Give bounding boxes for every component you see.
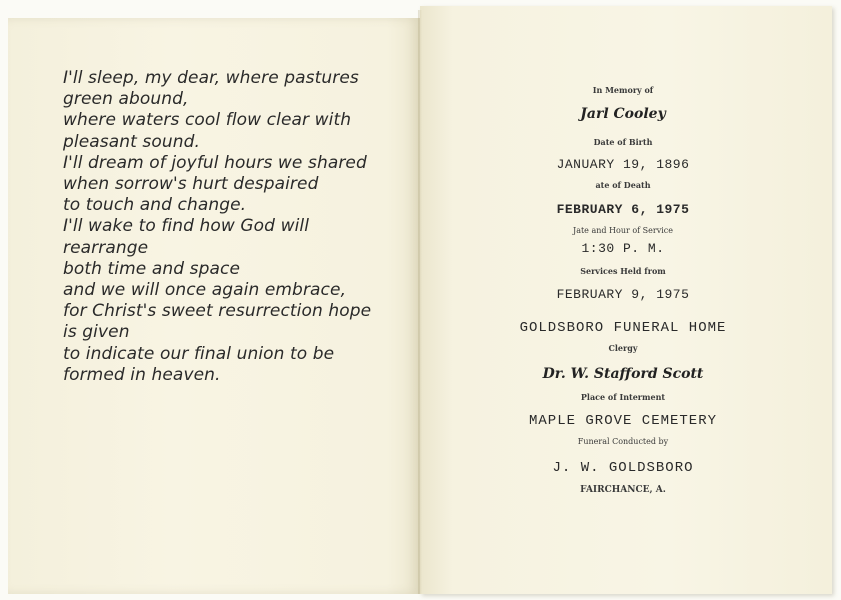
poem xyxy=(63,68,383,386)
dob-label: Date of Birth xyxy=(593,137,653,147)
location: FAIRCHANCE, A. xyxy=(580,485,666,495)
poem-line: to indicate our final union to be xyxy=(63,343,335,364)
poem-line: for Christ's sweet resurrection hope xyxy=(63,301,372,322)
date-of-death: FEBRUARY 6, 1975 xyxy=(556,202,690,217)
poem-line: I'll dream of joyful hours we shared xyxy=(63,152,367,173)
poem-line: where waters cool flow clear with xyxy=(63,110,352,131)
center-fold xyxy=(418,10,422,594)
interment-place: MAPLE GROVE CEMETERY xyxy=(528,413,718,429)
clergy-name: Dr. W. Stafford Scott xyxy=(542,366,704,382)
service-label: Jate and Hour of Service xyxy=(572,226,674,235)
poem-line: to touch and change. xyxy=(63,195,247,216)
clergy-label: Clergy xyxy=(608,343,638,353)
poem-line: I'll sleep, my dear, where pastures xyxy=(63,68,359,88)
poem-line: pleasant sound. xyxy=(63,131,201,152)
funeral-home: GOLDSBORO FUNERAL HOME xyxy=(519,320,727,336)
poem-line: I'll wake to find how God will xyxy=(63,216,310,237)
dod-label: ate of Death xyxy=(595,180,651,190)
conducted-label: Funeral Conducted by xyxy=(577,437,669,446)
poem-line: rearrange xyxy=(63,237,149,258)
deceased-name: Jarl Cooley xyxy=(580,106,666,122)
poem-line: when sorrow's hurt despaired xyxy=(63,174,319,195)
services-held-label: Services Held from xyxy=(580,266,666,276)
poem-line: both time and space xyxy=(63,258,241,279)
poem-line: is given xyxy=(63,322,130,343)
interment-label: Place of Interment xyxy=(580,392,666,402)
service-time: 1:30 P. M. xyxy=(581,241,665,256)
poem-line: formed in heaven. xyxy=(63,364,221,385)
services-date: FEBRUARY 9, 1975 xyxy=(556,287,690,302)
poem-line: green abound, xyxy=(63,89,189,110)
funeral-director: J. W. GOLDSBORO xyxy=(552,460,694,476)
poem-line: and we will once again embrace, xyxy=(63,280,347,301)
date-of-birth: JANUARY 19, 1896 xyxy=(556,157,690,172)
in-memory-label: In Memory of xyxy=(592,85,654,95)
